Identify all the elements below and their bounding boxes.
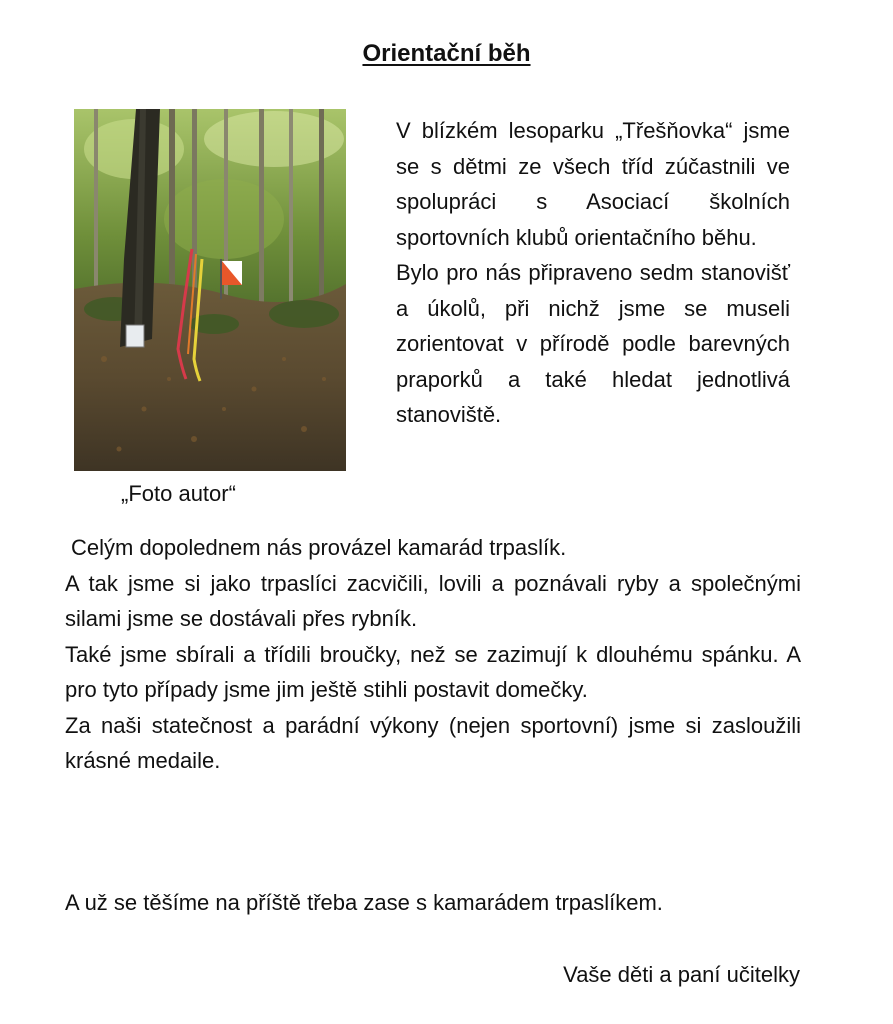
page-title: Orientační běh (362, 40, 531, 67)
closing-line: A už se těšíme na příště třeba zase s kamarádem trpaslíkem. (65, 890, 663, 915)
photo-caption: „Foto autor“ (121, 481, 236, 506)
body-paragraph: Celým dopolednem nás provázel kamarád trpaslík. (71, 535, 567, 560)
intro-paragraph: Bylo pro nás připraveno sedm stanovišť a úkolů, při nichž jsme se museli zorientovat v přírodě podle barevných praporků a také hledat jednotlivá stanoviště. (396, 260, 790, 427)
body-paragraph: Za naši statečnost a parádní výkony (nejen sportovní) jsme si zasloužili krásné medaile. (65, 712, 801, 773)
signature: Vaše děti a paní učitelky (563, 962, 800, 987)
forest-photo (74, 109, 346, 471)
intro-paragraph: V blízkém lesoparku „Třešňovka“ jsme se s dětmi ze všech tříd zúčastnili ve spolupráci s Asociací školních sportovních klubů orientačního běhu. (396, 118, 790, 250)
body-text (65, 530, 801, 779)
body-paragraph: Také jsme sbírali a třídili broučky, než se zazimují k dlouhému spánku. A pro tyto případy jsme jim ještě stihli postavit domečky. (65, 641, 801, 702)
body-paragraph: A tak jsme si jako trpaslíci zacvičili, lovili a poznávali ryby a společnými silami jsme se dostávali přes rybník. (65, 570, 801, 631)
forest-photo-illustration (74, 109, 346, 471)
intro-text (396, 113, 790, 433)
